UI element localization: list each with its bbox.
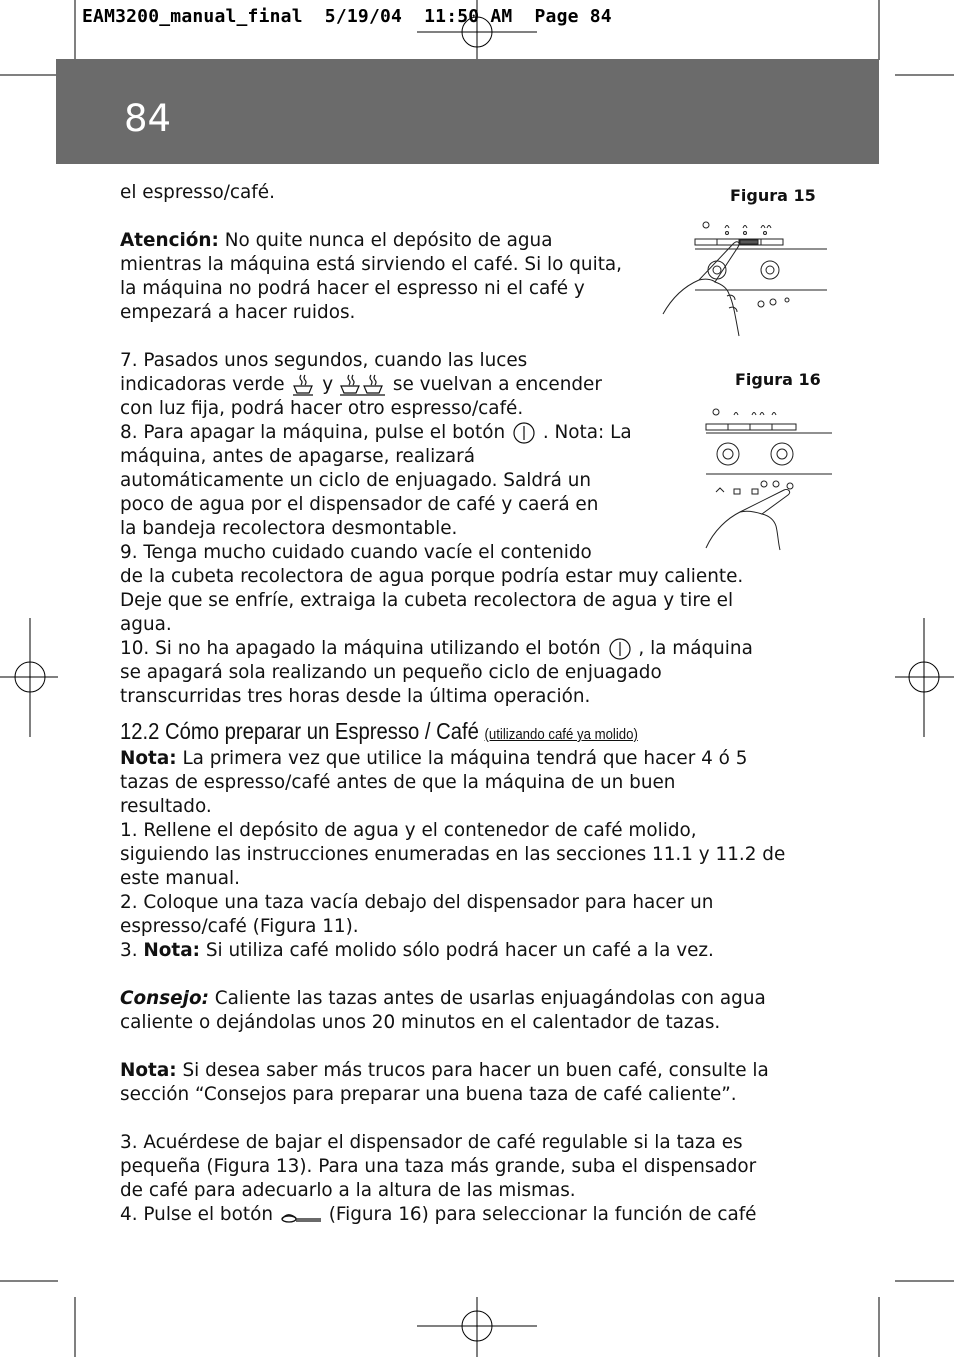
text-line: la bandeja recolectora desmontable. <box>120 518 458 539</box>
text-line: caliente o dejándolas unos 20 minutos en el calentador de tazas. <box>120 1012 721 1033</box>
note-line: Nota: Si desea saber más trucos para hacer un buen café, consulte la <box>120 1060 769 1081</box>
text-line: automáticamente un ciclo de enjuagado. Saldrá un <box>120 470 592 491</box>
text-line: empezará a hacer ruidos. <box>120 302 356 323</box>
note-line: Nota: La primera vez que utilice la máquina tendrá que hacer 4 ó 5 <box>120 748 748 769</box>
text-line: mientras la máquina está sirviendo el café. Si lo quita, <box>120 254 623 275</box>
power-button-icon <box>607 637 633 661</box>
body-text <box>120 181 820 1227</box>
text-line: 1. Rellene el depósito de agua y el contenedor de café molido, <box>120 820 697 841</box>
attention-label: Atención: <box>120 230 219 251</box>
text-line: 7. Pasados unos segundos, cuando las luces <box>120 350 528 371</box>
text-line: 3. Acuérdese de bajar el dispensador de café regulable si la taza es <box>120 1132 743 1153</box>
text-line: máquina, antes de apagarse, realizará <box>120 446 475 467</box>
note-label: Nota: <box>143 940 200 961</box>
text-line: pequeña (Figura 13). Para una taza más grande, suba el dispensador <box>120 1156 757 1177</box>
text-line: 9. Tenga mucho cuidado cuando vacíe el contenido <box>120 542 592 563</box>
text-line: poco de agua por el dispensador de café y caerá en <box>120 494 599 515</box>
page-number: 84 <box>124 97 172 140</box>
figure-16-label: Figura 16 <box>735 370 821 389</box>
section-heading-subtitle: (utilizando café ya molido) <box>484 726 638 743</box>
text-line: indicadoras verde y se vuelvan a encender <box>120 374 602 395</box>
page-header-band <box>56 59 879 164</box>
ground-coffee-spoon-icon <box>279 1205 323 1225</box>
text-line: 3. Nota: Si utiliza café molido sólo podrá hacer un café a la vez. <box>120 940 714 961</box>
attention-line: Atención: No quite nunca el depósito de agua <box>120 230 553 251</box>
power-button-icon <box>511 421 537 445</box>
text-line: de la cubeta recolectora de agua porque podría estar muy caliente. <box>120 566 744 587</box>
text-line: siguiendo las instrucciones enumeradas en las secciones 11.1 y 11.2 de <box>120 844 786 865</box>
text-line: tazas de espresso/café antes de que la máquina de un buen <box>120 772 676 793</box>
text-line: transcurridas tres horas desde la última operación. <box>120 686 591 707</box>
text-line: con luz fija, podrá hacer otro espresso/café. <box>120 398 524 419</box>
text-line: resultado. <box>120 796 212 817</box>
text-line: 4. Pulse el botón (Figura 16) para seleccionar la función de café <box>120 1204 757 1225</box>
text-line: Deje que se enfríe, extraiga la cubeta recolectora de agua y tire el <box>120 590 734 611</box>
text-line: 10. Si no ha apagado la máquina utilizando el botón , la máquina <box>120 638 753 659</box>
text-line: se apagará sola realizando un pequeño ciclo de enjuagado <box>120 662 662 683</box>
section-heading: 12.2 Cómo preparar un Espresso / Café (utilizando café ya molido) <box>120 718 638 744</box>
text-line: 2. Coloque una taza vacía debajo del dispensador para hacer un <box>120 892 714 913</box>
text-line: este manual. <box>120 868 240 889</box>
text-line: espresso/café (Figura 11). <box>120 916 359 937</box>
print-slug: EAM3200_manual_final 5/19/04 11:50 AM Page 84 <box>82 6 612 27</box>
double-cup-icon <box>339 373 387 397</box>
single-cup-icon <box>290 373 316 397</box>
figure-15-label: Figura 15 <box>730 186 816 205</box>
paragraph: el espresso/café. <box>120 182 275 203</box>
text-line: sección “Consejos para preparar una buena taza de café caliente”. <box>120 1084 737 1105</box>
note-label: Nota: <box>120 748 177 769</box>
tip-line: Consejo: Caliente las tazas antes de usarlas enjuagándolas con agua <box>120 988 766 1009</box>
note-label: Nota: <box>120 1060 177 1081</box>
text-line: la máquina no podrá hacer el espresso ni el café y <box>120 278 585 299</box>
tip-label: Consejo: <box>120 988 209 1009</box>
text-line: agua. <box>120 614 172 635</box>
text-line: de café para adecuarlo a la altura de las mismas. <box>120 1180 576 1201</box>
text-line: 8. Para apagar la máquina, pulse el botón . Nota: La <box>120 422 632 443</box>
